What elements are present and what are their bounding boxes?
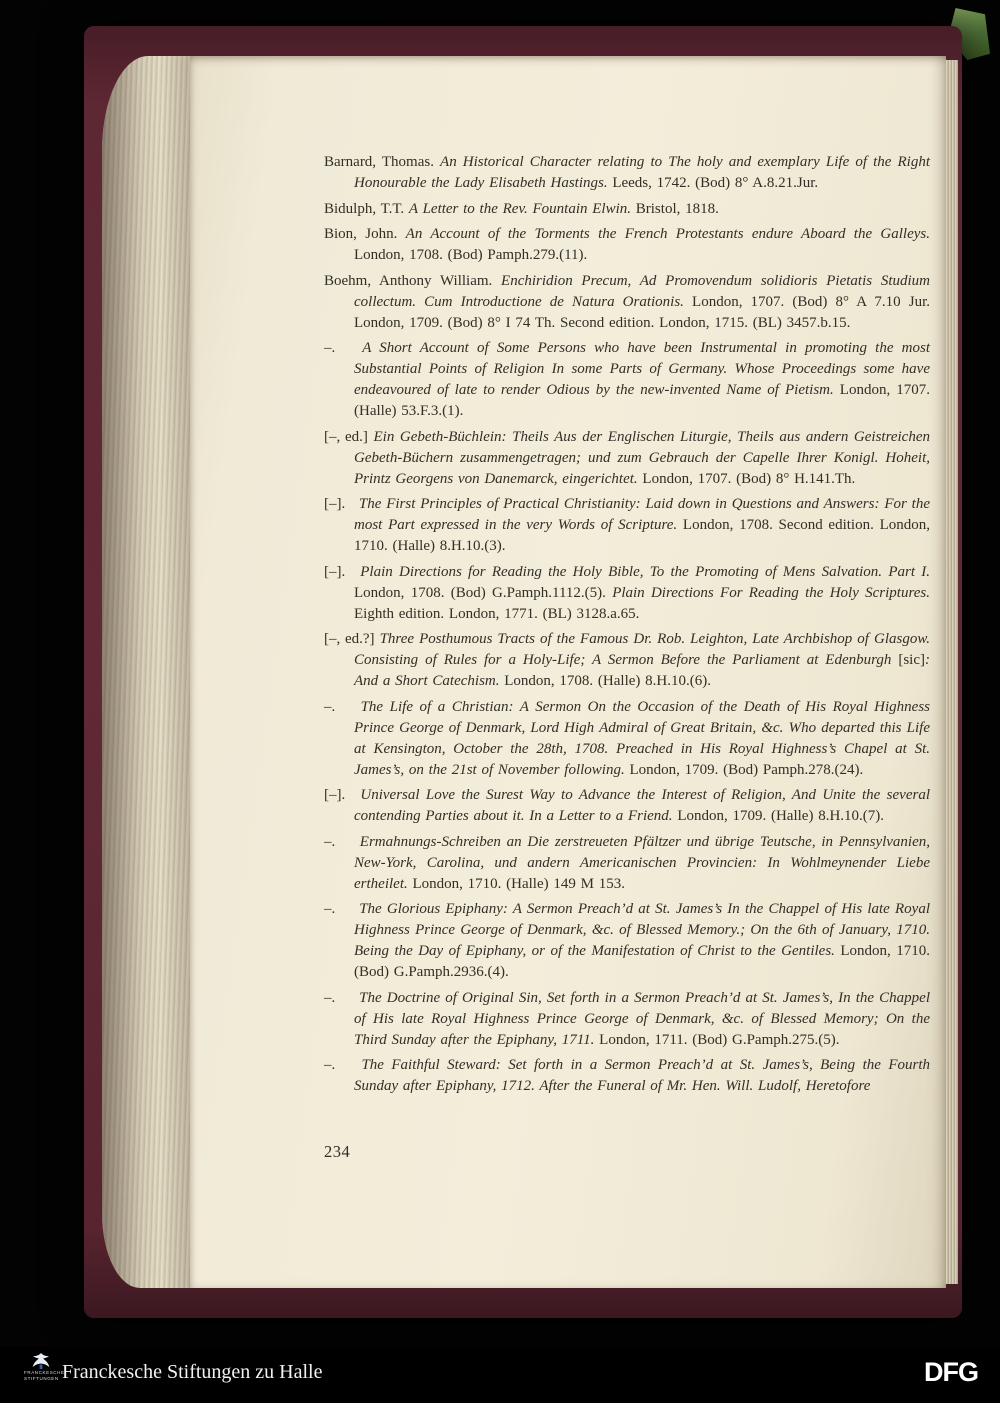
footer-bar <box>0 1347 1000 1403</box>
title-segment: An Account of the Torments the French Protestants endure Aboard the Galleys. <box>405 226 931 242</box>
text-segment: London, 1709. (Halle) 8.H.10.(7). <box>672 808 885 824</box>
bibliography-list <box>324 152 930 1097</box>
text-segment: Bion, John. <box>324 226 406 242</box>
bibliography-entry <box>324 1055 930 1097</box>
text-segment: Eighth edition. London, 1771. (BL) 3128.a.65. <box>354 605 640 622</box>
text-segment: London, 1710. (Halle) 149 M 153. <box>407 875 625 892</box>
page-fore-edge-right <box>946 60 958 1284</box>
bibliography-entry <box>324 785 930 827</box>
entry-marker: –. <box>324 833 336 850</box>
title-segment: Plain Directions for Reading the Holy Bible, To the Promoting of Mens Salvation. Part I. <box>360 563 930 580</box>
title-segment: Three Posthumous Tracts of the Famous Dr. Rob. Leighton, Late Archbishop of Glasgow. Consisting of Rules for a Holy-Life; A Sermon Before the Parliament at Edenburgh <box>354 631 930 668</box>
text-segment: Barnard, Thomas. <box>324 154 441 170</box>
title-segment: Universal Love the Surest Way to Advance the Interest of Religion, And Unite the several contending Parties about it. In a Letter to a Friend. <box>354 787 930 824</box>
bibliography-entry <box>324 832 930 895</box>
title-segment: The First Principles of Practical Christianity: Laid down in Questions and Answers: For the most Part expressed in the very Words of Scripture. <box>354 496 930 533</box>
book <box>84 26 962 1318</box>
text-segment: [sic] <box>898 652 925 668</box>
bibliography-entry <box>324 152 930 194</box>
dfg-logo: DFG <box>924 1357 978 1387</box>
text-segment: London, 1708. (Bod) G.Pamph.1112.(5). <box>354 584 613 601</box>
bibliography-entry <box>324 899 930 983</box>
entry-marker: [–]. <box>324 563 346 580</box>
title-segment: Ein Gebeth-Büchlein: Theils Aus der Englischen Liturgie, Theils aus andern Geistreichen Gebeth-Büchern zusammengetragen; und zum Gebrauch der Capelle Ihrer Konigl. Hoheit, Printz Georgens von Danemarck, eingerichtet. <box>354 428 930 487</box>
logo-caption-line1: FRANCKESCHE <box>24 1370 65 1375</box>
title-segment: Ermahnungs-Schreiben an Die zerstreueten Pfältzer und übrige Teutsche, in Pennsylvanien, New-York, Carolina, und andern Americanischen Provincien: In Wohlmeynender Liebe ertheilet. <box>354 833 930 892</box>
title-segment: A Short Account of Some Persons who have been Instrumental in promoting the most Substantial Points of Religion In some Parts of Germany. Whose Proceedings some have endeavoured of late to render Odious by the new-invented Name of Pietism. <box>354 340 931 398</box>
entry-marker: –. <box>324 989 336 1006</box>
eagle-icon <box>31 1352 51 1370</box>
entry-marker: [–]. <box>324 496 346 512</box>
logo-caption-line2: STIFTUNGEN <box>24 1375 59 1381</box>
bibliography-entry <box>324 988 930 1051</box>
text-segment: Boehm, Anthony William. <box>324 272 502 289</box>
text-segment: London, 1708. Second edition. London, 1710. (Halle) 8.H.10.(3). <box>354 517 930 554</box>
title-segment: The Doctrine of Original Sin, Set forth in a Sermon Preach’d at St. James’s, In the Chappel of His late Royal Highness Prince George of Denmark, &c. of Blessed Memory; On the Third Sunday after the Epiphany, 1711. <box>354 989 930 1048</box>
title-segment: Enchiridion Precum, Ad Promovendum solidioris Pietatis Studium collectum. Cum Introductione de Natura Orationis. <box>354 272 930 310</box>
entry-marker: [–]. <box>324 787 346 803</box>
text-segment: Bristol, 1818. <box>631 200 719 217</box>
title-segment: Plain Directions For Reading the Holy Scriptures. <box>612 584 930 601</box>
bibliography-entry <box>324 338 930 422</box>
text-segment: London, 1709. (Bod) Pamph.278.(24). <box>624 761 864 778</box>
bibliography-entry <box>324 271 930 334</box>
page-number: 234 <box>324 1142 351 1161</box>
entry-marker: –. <box>324 1057 336 1073</box>
title-segment: The Glorious Epiphany: A Sermon Preach’d at St. James’s In the Chappel of His late Royal Highness Prince George of Denmark, &c. of Blessed Memory.; On the 6th of January, 1710. Being the Day of Epiphany, or of the Manifestation of Christ to the Gentiles. <box>354 901 931 959</box>
entry-marker: [–, ed.] <box>324 428 368 445</box>
title-segment: The Faithful Steward: Set forth in a Sermon Preach’d at St. James’s, Being the Fourth Sunday after Epiphany, 1712. After the Funeral of Mr. Hen. Will. Ludolf, Heretofore <box>354 1057 931 1094</box>
page-stack-left-edge <box>102 56 192 1288</box>
bibliography-entry <box>324 697 930 781</box>
institution-name: Franckesche Stiftungen zu Halle <box>62 1361 323 1383</box>
bibliography-entry <box>324 427 930 490</box>
bibliography-entry <box>324 629 930 692</box>
entry-marker: –. <box>324 901 336 917</box>
text-segment: London, 1707. (Bod) 8° H.141.Th. <box>637 470 856 487</box>
text-segment: Bidulph, T.T. <box>324 200 409 217</box>
bibliography-entry <box>324 224 930 266</box>
bibliography-entry <box>324 562 930 625</box>
bibliography-entry <box>324 494 930 557</box>
entry-marker: –. <box>324 340 336 356</box>
text-segment: London, 1710. (Bod) G.Pamph.2936.(4). <box>354 943 931 980</box>
title-segment: An Historical Character relating to The holy and exemplary Life of the Right Honourable the Lady Elisabeth Hastings. <box>354 154 930 191</box>
title-segment: The Life of a Christian: A Sermon On the Occasion of the Death of His Royal Highness Prince George of Denmark, Lord High Admiral of Great Britain, &c. Who departed this Life at Kensington, October the 28th, 1708. Preached in His Royal Highness’s Chapel at St. James’s, on the 21st of November following. <box>354 698 931 778</box>
title-segment: : And a Short Catechism. <box>354 652 930 689</box>
text-segment: London, 1711. (Bod) G.Pamph.275.(5). <box>594 1031 840 1048</box>
bibliography-entry <box>324 199 930 220</box>
text-segment: Leeds, 1742. (Bod) 8° A.8.21.Jur. <box>607 175 819 191</box>
title-segment: A Letter to the Rev. Fountain Elwin. <box>408 200 632 217</box>
book-page <box>190 56 946 1288</box>
text-segment: London, 1708. (Bod) Pamph.279.(11). <box>354 247 588 263</box>
franckesche-stiftungen-logo <box>24 1352 65 1381</box>
text-segment: London, 1707. (Halle) 53.F.3.(1). <box>354 382 930 419</box>
text-segment: London, 1707. (Bod) 8° A 7.10 Jur. London, 1709. (Bod) 8° I 74 Th. Second edition. London, 1715. (BL) 3457.b.15. <box>354 293 930 331</box>
entry-marker: –. <box>324 698 336 715</box>
text-segment: London, 1708. (Halle) 8.H.10.(6). <box>499 673 711 689</box>
entry-marker: [–, ed.?] <box>324 631 375 647</box>
